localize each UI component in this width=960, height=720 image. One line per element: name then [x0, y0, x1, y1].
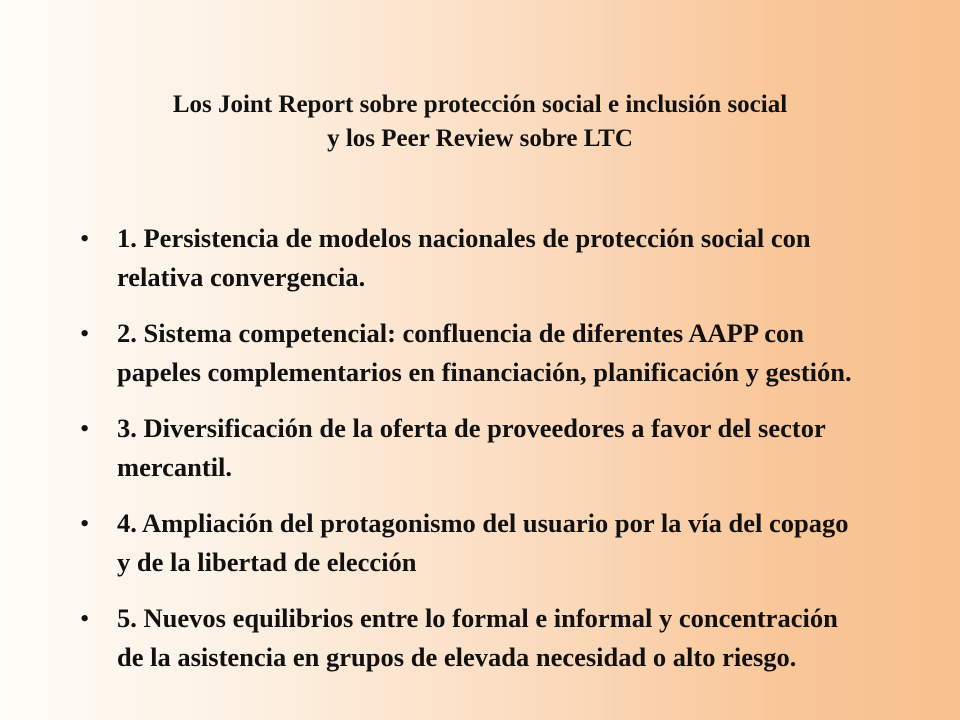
bullet-icon: • [80, 223, 90, 253]
bullet-icon: • [80, 413, 90, 443]
slide-title-line-1: Los Joint Report sobre protección social e inclusión social [172, 91, 788, 118]
bullet-icon: • [80, 508, 90, 538]
bullet-item-5 [80, 599, 860, 677]
slide-title-line-2: y los Peer Review sobre LTC [327, 125, 633, 152]
bullet-item-2 [80, 314, 860, 392]
bullet-text: 2. Sistema competencial: confluencia de diferentes AAPP con papeles complementarios en financiación, planificación y gestión. [117, 318, 852, 387]
bullet-text: 4. Ampliación del protagonismo del usuario por la vía del copago y de la libertad de elección [117, 508, 849, 577]
bullet-list [80, 219, 860, 694]
bullet-icon: • [80, 318, 90, 348]
slide-title [60, 88, 900, 156]
bullet-icon: • [80, 603, 90, 633]
bullet-text: 5. Nuevos equilibrios entre lo formal e informal y concentración de la asistencia en grupos de elevada necesidad o alto riesgo. [117, 603, 838, 672]
bullet-text: 1. Persistencia de modelos nacionales de protección social con relativa convergencia. [117, 223, 811, 292]
bullet-text: 3. Diversificación de la oferta de proveedores a favor del sector mercantil. [117, 413, 826, 482]
bullet-item-3 [80, 409, 860, 487]
bullet-item-4 [80, 504, 860, 582]
bullet-item-1 [80, 219, 860, 297]
